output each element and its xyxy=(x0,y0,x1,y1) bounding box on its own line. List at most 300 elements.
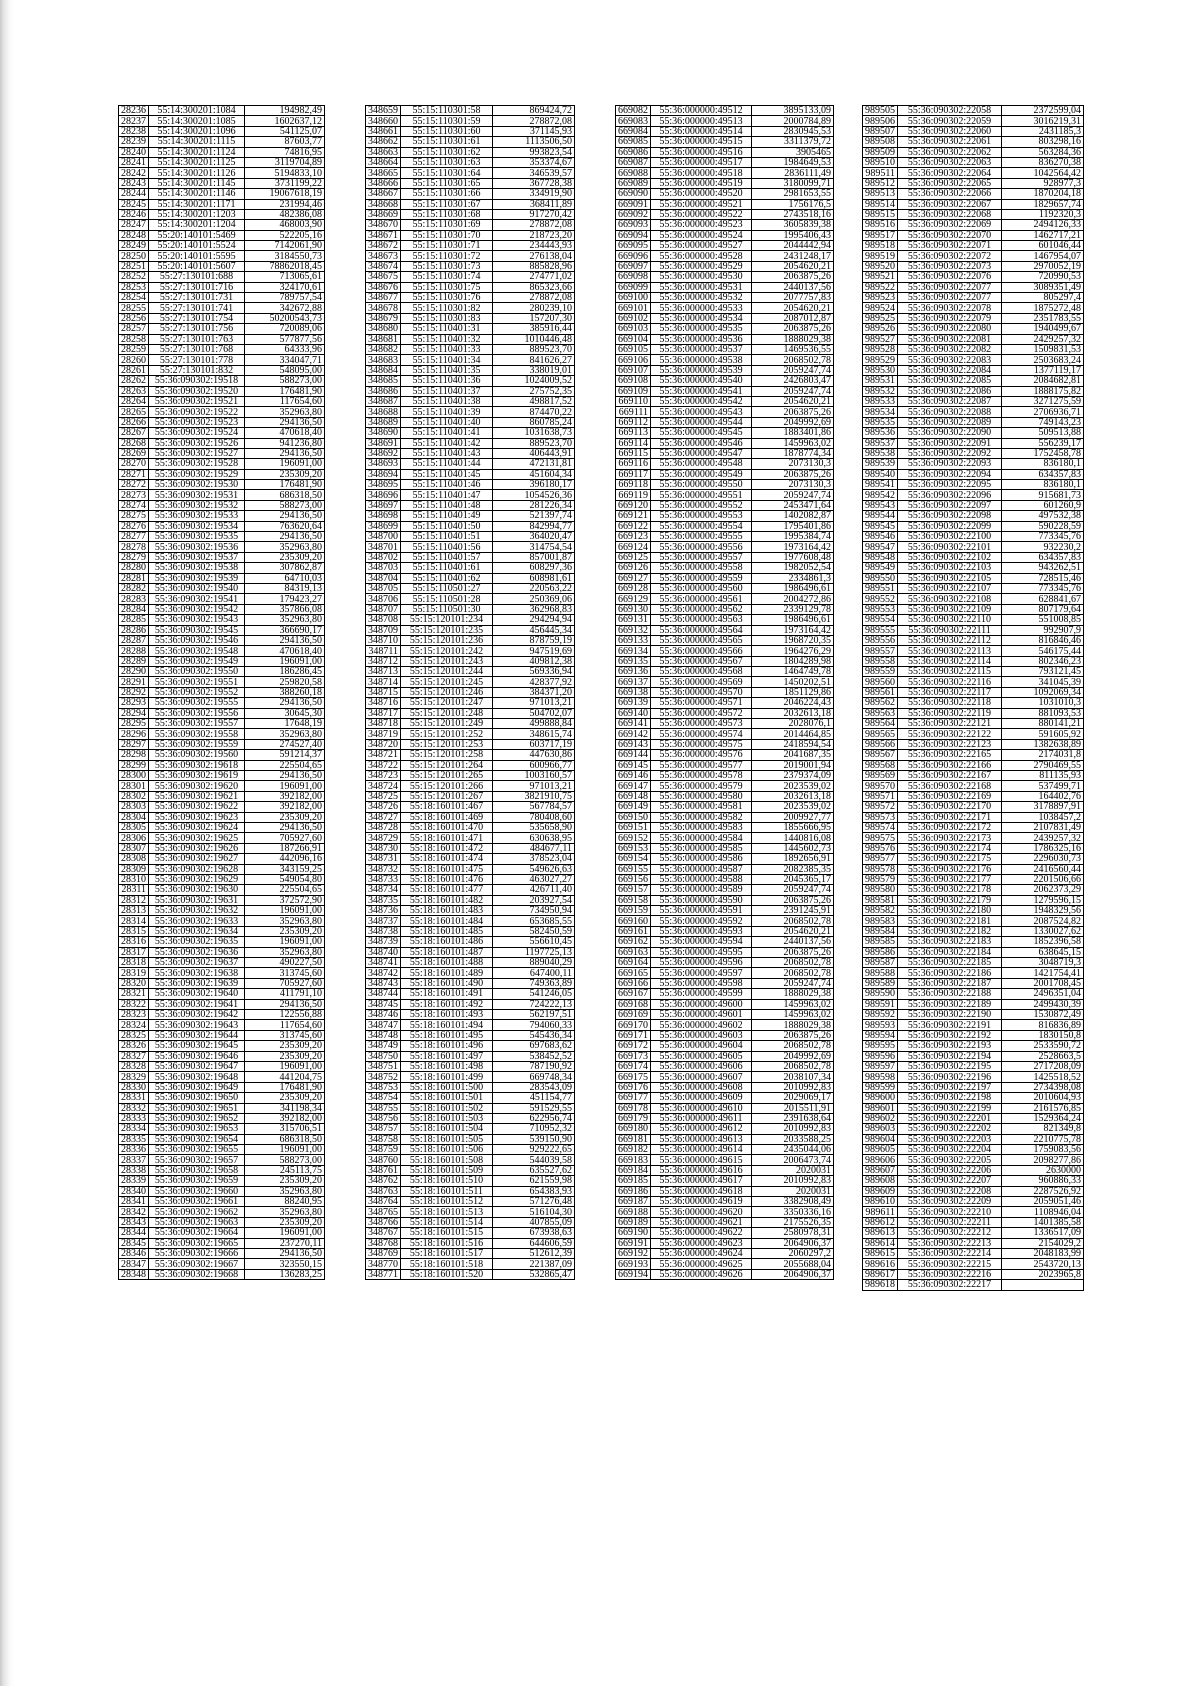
row-number: 669100 xyxy=(616,293,651,303)
row-number: 989574 xyxy=(863,822,898,832)
cadastral-value: 522205,16 xyxy=(245,230,325,240)
row-number: 669119 xyxy=(616,490,651,500)
cadastral-value: 1108946,04 xyxy=(1002,1207,1084,1217)
table-row xyxy=(119,937,325,947)
table-row xyxy=(366,968,575,978)
cadastral-value: 2046224,43 xyxy=(752,698,834,708)
cadastral-value: 805297,4 xyxy=(1002,293,1084,303)
table-row xyxy=(863,1009,1084,1019)
cadastral-value: 2391245,91 xyxy=(752,906,834,916)
cadastral-number: 55:36:090302:19558 xyxy=(149,729,245,739)
cadastral-value: 562197,51 xyxy=(493,1009,575,1019)
table-row xyxy=(863,428,1084,438)
table-row xyxy=(366,594,575,604)
row-number: 348676 xyxy=(366,282,401,292)
row-number: 348713 xyxy=(366,667,401,677)
table-row xyxy=(863,500,1084,510)
cadastral-number: 55:15:110301:72 xyxy=(401,251,493,261)
row-number: 989592 xyxy=(863,1009,898,1019)
table-row xyxy=(119,864,325,874)
cadastral-number: 55:36:090302:22079 xyxy=(898,313,1002,323)
cadastral-value: 601046,44 xyxy=(1002,241,1084,251)
cadastral-number: 55:36:000000:49602 xyxy=(651,1020,752,1030)
row-number: 989618 xyxy=(863,1280,898,1290)
table-row xyxy=(863,490,1084,500)
cadastral-number: 55:36:090302:19659 xyxy=(149,1176,245,1186)
cadastral-value: 426711,40 xyxy=(493,885,575,895)
table-row xyxy=(616,1103,834,1113)
row-number: 989508 xyxy=(863,137,898,147)
cadastral-number: 55:36:000000:49527 xyxy=(651,241,752,251)
table-row xyxy=(616,500,834,510)
cadastral-number: 55:36:000000:49543 xyxy=(651,407,752,417)
table-row xyxy=(616,906,834,916)
cadastral-number: 55:18:160101:488 xyxy=(401,958,493,968)
cadastral-value: 2087524,82 xyxy=(1002,916,1084,926)
cadastral-number: 55:36:090302:22186 xyxy=(898,968,1002,978)
table-row xyxy=(119,999,325,1009)
row-number: 348730 xyxy=(366,843,401,853)
row-number: 989608 xyxy=(863,1176,898,1186)
cadastral-number: 55:36:090302:19622 xyxy=(149,802,245,812)
cadastral-value: 353374,67 xyxy=(493,157,575,167)
row-number: 989554 xyxy=(863,615,898,625)
cadastral-value: 338019,01 xyxy=(493,365,575,375)
cadastral-value: 2038107,34 xyxy=(752,1072,834,1082)
cadastral-number: 55:36:090302:22095 xyxy=(898,480,1002,490)
cadastral-value: 2068502,78 xyxy=(752,355,834,365)
row-number: 669107 xyxy=(616,365,651,375)
table-row xyxy=(119,729,325,739)
row-number: 348757 xyxy=(366,1124,401,1134)
cadastral-number: 55:36:090302:19640 xyxy=(149,989,245,999)
row-number: 28255 xyxy=(119,303,149,313)
row-number: 989614 xyxy=(863,1238,898,1248)
row-number: 989610 xyxy=(863,1197,898,1207)
table-row xyxy=(366,251,575,261)
cadastral-value: 789757,54 xyxy=(245,293,325,303)
table-row xyxy=(616,282,834,292)
table-row xyxy=(863,1041,1084,1051)
row-number: 28339 xyxy=(119,1176,149,1186)
cadastral-value: 2048183,99 xyxy=(1002,1248,1084,1258)
cadastral-number: 55:15:120101:252 xyxy=(401,729,493,739)
row-number: 28283 xyxy=(119,594,149,604)
row-number: 669179 xyxy=(616,1113,651,1123)
row-number: 28308 xyxy=(119,854,149,864)
cadastral-number: 55:36:090302:22077 xyxy=(898,293,1002,303)
row-number: 989597 xyxy=(863,1061,898,1071)
row-number: 989580 xyxy=(863,885,898,895)
table-row xyxy=(616,573,834,583)
cadastral-value: 521397,74 xyxy=(493,511,575,521)
cadastral-number: 55:36:000000:49600 xyxy=(651,999,752,1009)
table-row xyxy=(366,168,575,178)
cadastral-number: 55:36:000000:49521 xyxy=(651,199,752,209)
table-row xyxy=(863,739,1084,749)
cadastral-number: 55:18:160101:474 xyxy=(401,854,493,864)
cadastral-number: 55:15:110401:40 xyxy=(401,417,493,427)
cadastral-value: 932230,2 xyxy=(1002,542,1084,552)
cadastral-number: 55:15:110401:44 xyxy=(401,459,493,469)
table-row xyxy=(863,168,1084,178)
table-row xyxy=(863,365,1084,375)
row-number: 348740 xyxy=(366,947,401,957)
row-number: 28276 xyxy=(119,521,149,531)
table-row xyxy=(119,428,325,438)
cadastral-number: 55:15:110301:68 xyxy=(401,209,493,219)
table-row xyxy=(366,874,575,884)
cadastral-value: 544039,58 xyxy=(493,1155,575,1165)
cadastral-number: 55:36:090302:19649 xyxy=(149,1082,245,1092)
row-number: 669124 xyxy=(616,542,651,552)
cadastral-number: 55:36:090302:22090 xyxy=(898,428,1002,438)
cadastral-value: 993823,54 xyxy=(493,147,575,157)
cadastral-value: 392182,00 xyxy=(245,791,325,801)
table-row xyxy=(616,646,834,656)
cadastral-value: 2339129,78 xyxy=(752,604,834,614)
row-number: 989509 xyxy=(863,147,898,157)
row-number: 348661 xyxy=(366,126,401,136)
cadastral-number: 55:36:000000:49522 xyxy=(651,209,752,219)
table-row xyxy=(863,864,1084,874)
table-row xyxy=(616,833,834,843)
row-number: 28258 xyxy=(119,334,149,344)
row-number: 348770 xyxy=(366,1259,401,1269)
cadastral-number: 55:36:000000:49546 xyxy=(651,438,752,448)
cadastral-number: 55:36:090302:22169 xyxy=(898,791,1002,801)
cadastral-value: 509513,88 xyxy=(1002,428,1084,438)
table-row xyxy=(616,386,834,396)
table-row xyxy=(119,926,325,936)
cadastral-value: 1888029,38 xyxy=(752,1020,834,1030)
cadastral-number: 55:36:090302:22111 xyxy=(898,625,1002,635)
cadastral-number: 55:36:090302:22182 xyxy=(898,926,1002,936)
table-row xyxy=(366,220,575,230)
row-number: 669088 xyxy=(616,168,651,178)
cadastral-value: 2717208,09 xyxy=(1002,1061,1084,1071)
cadastral-number: 55:36:090302:19518 xyxy=(149,376,245,386)
cadastral-value: 1995384,74 xyxy=(752,532,834,542)
table-row xyxy=(863,1061,1084,1071)
cadastral-value: 5194833,10 xyxy=(245,168,325,178)
cadastral-number: 55:36:090302:22087 xyxy=(898,396,1002,406)
cadastral-number: 55:36:090302:22091 xyxy=(898,438,1002,448)
table-row xyxy=(119,241,325,251)
registry-table-body xyxy=(863,106,1084,1291)
cadastral-value: 724222,13 xyxy=(493,999,575,1009)
row-number: 989568 xyxy=(863,760,898,770)
cadastral-value: 2063875,26 xyxy=(752,469,834,479)
table-row xyxy=(616,1186,834,1196)
row-number: 28336 xyxy=(119,1145,149,1155)
cadastral-number: 55:36:000000:49603 xyxy=(651,1030,752,1040)
cadastral-value: 2009927,77 xyxy=(752,812,834,822)
cadastral-value: 482386,08 xyxy=(245,209,325,219)
cadastral-value: 3311379,72 xyxy=(752,137,834,147)
cadastral-number: 55:20:140101:5595 xyxy=(149,251,245,261)
cadastral-number: 55:36:090302:22183 xyxy=(898,937,1002,947)
cadastral-value: 497532,38 xyxy=(1002,511,1084,521)
cadastral-value: 2073130,3 xyxy=(752,480,834,490)
cadastral-value: 802346,23 xyxy=(1002,656,1084,666)
table-row xyxy=(863,189,1084,199)
table-row xyxy=(119,220,325,230)
table-row xyxy=(119,147,325,157)
table-row xyxy=(616,583,834,593)
cadastral-value: 499888,84 xyxy=(493,719,575,729)
table-row xyxy=(863,802,1084,812)
table-row xyxy=(366,303,575,313)
cadastral-value: 221387,09 xyxy=(493,1259,575,1269)
table-row xyxy=(366,1093,575,1103)
row-number: 989553 xyxy=(863,604,898,614)
row-number: 348738 xyxy=(366,926,401,936)
cadastral-number: 55:36:000000:49597 xyxy=(651,968,752,978)
row-number: 669149 xyxy=(616,802,651,812)
cadastral-value: 3089351,49 xyxy=(1002,282,1084,292)
row-number: 669134 xyxy=(616,646,651,656)
row-number: 669093 xyxy=(616,220,651,230)
table-row xyxy=(366,157,575,167)
cadastral-value: 441204,75 xyxy=(245,1072,325,1082)
row-number: 989525 xyxy=(863,313,898,323)
table-row xyxy=(366,1155,575,1165)
row-number: 348721 xyxy=(366,750,401,760)
cadastral-number: 55:36:090302:22100 xyxy=(898,532,1002,542)
table-row xyxy=(119,625,325,635)
table-row xyxy=(863,209,1084,219)
table-row xyxy=(616,147,834,157)
row-number: 348665 xyxy=(366,168,401,178)
table-row xyxy=(366,1020,575,1030)
cadastral-number: 55:36:090302:22209 xyxy=(898,1197,1002,1207)
table-row xyxy=(119,906,325,916)
row-number: 28338 xyxy=(119,1165,149,1175)
row-number: 669094 xyxy=(616,230,651,240)
cadastral-value: 1464749,78 xyxy=(752,667,834,677)
cadastral-number: 55:36:090302:22059 xyxy=(898,116,1002,126)
cadastral-number: 55:36:090302:19667 xyxy=(149,1259,245,1269)
row-number: 348704 xyxy=(366,573,401,583)
row-number: 989507 xyxy=(863,126,898,136)
cadastral-number: 55:36:090302:19527 xyxy=(149,448,245,458)
cadastral-value: 960886,33 xyxy=(1002,1176,1084,1186)
cadastral-value: 2032613,18 xyxy=(752,708,834,718)
table-row xyxy=(119,947,325,957)
cadastral-value: 2029069,17 xyxy=(752,1093,834,1103)
cadastral-value: 2287526,92 xyxy=(1002,1186,1084,1196)
row-number: 348691 xyxy=(366,438,401,448)
cadastral-value: 470618,40 xyxy=(245,646,325,656)
cadastral-number: 55:36:000000:49551 xyxy=(651,490,752,500)
table-row xyxy=(366,729,575,739)
cadastral-number: 55:36:090302:19623 xyxy=(149,812,245,822)
cadastral-number: 55:36:000000:49608 xyxy=(651,1082,752,1092)
row-number: 28287 xyxy=(119,635,149,645)
cadastral-number: 55:36:090302:22118 xyxy=(898,698,1002,708)
table-row xyxy=(119,698,325,708)
cadastral-value: 816846,46 xyxy=(1002,635,1084,645)
table-row xyxy=(119,739,325,749)
row-number: 348698 xyxy=(366,511,401,521)
table-row xyxy=(616,698,834,708)
cadastral-number: 55:36:090302:22077 xyxy=(898,282,1002,292)
row-number: 669085 xyxy=(616,137,651,147)
cadastral-value: 549626,63 xyxy=(493,864,575,874)
table-row xyxy=(616,448,834,458)
cadastral-value: 2084682,81 xyxy=(1002,376,1084,386)
table-row xyxy=(863,656,1084,666)
table-row xyxy=(366,282,575,292)
table-row xyxy=(616,1259,834,1269)
table-row xyxy=(366,999,575,1009)
cadastral-number: 55:36:090302:22198 xyxy=(898,1093,1002,1103)
table-row xyxy=(119,635,325,645)
row-number: 28244 xyxy=(119,189,149,199)
cadastral-value: 1977608,48 xyxy=(752,552,834,562)
cadastral-value: 196091,00 xyxy=(245,1145,325,1155)
table-row xyxy=(863,604,1084,614)
row-number: 348720 xyxy=(366,739,401,749)
table-row xyxy=(863,677,1084,687)
table-row xyxy=(863,355,1084,365)
row-number: 348760 xyxy=(366,1155,401,1165)
cadastral-number: 55:18:160101:518 xyxy=(401,1259,493,1269)
cadastral-number: 55:36:000000:49601 xyxy=(651,1009,752,1019)
cadastral-number: 55:36:090302:19555 xyxy=(149,698,245,708)
row-number: 348660 xyxy=(366,116,401,126)
row-number: 348707 xyxy=(366,604,401,614)
cadastral-number: 55:36:090302:22069 xyxy=(898,220,1002,230)
cadastral-value: 860785,24 xyxy=(493,417,575,427)
cadastral-number: 55:18:160101:483 xyxy=(401,906,493,916)
cadastral-value: 1940499,67 xyxy=(1002,324,1084,334)
table-row xyxy=(863,906,1084,916)
table-row xyxy=(616,532,834,542)
cadastral-number: 55:36:090302:19636 xyxy=(149,947,245,957)
table-row xyxy=(119,552,325,562)
table-row xyxy=(863,552,1084,562)
row-number: 989510 xyxy=(863,157,898,167)
cadastral-number: 55:15:110401:41 xyxy=(401,428,493,438)
cadastral-value: 551008,85 xyxy=(1002,615,1084,625)
table-row xyxy=(863,583,1084,593)
row-number: 669111 xyxy=(616,407,651,417)
row-number: 348752 xyxy=(366,1072,401,1082)
cadastral-value: 7142061,90 xyxy=(245,241,325,251)
row-number: 669169 xyxy=(616,1009,651,1019)
table-row xyxy=(119,1145,325,1155)
table-row xyxy=(119,324,325,334)
cadastral-number: 55:15:110401:34 xyxy=(401,355,493,365)
cadastral-number: 55:36:090302:19653 xyxy=(149,1124,245,1134)
table-row xyxy=(616,116,834,126)
cadastral-value: 294136,50 xyxy=(245,511,325,521)
cadastral-number: 55:36:090302:19650 xyxy=(149,1093,245,1103)
cadastral-value: 84319,13 xyxy=(245,583,325,593)
cadastral-number: 55:36:000000:49520 xyxy=(651,189,752,199)
cadastral-number: 55:27:130101:688 xyxy=(149,272,245,282)
cadastral-value: 324170,61 xyxy=(245,282,325,292)
cadastral-number: 55:36:000000:49556 xyxy=(651,542,752,552)
cadastral-value: 3184550,73 xyxy=(245,251,325,261)
table-row xyxy=(119,989,325,999)
table-row xyxy=(863,625,1084,635)
row-number: 669168 xyxy=(616,999,651,1009)
cadastral-value: 600966,77 xyxy=(493,760,575,770)
cadastral-number: 55:36:090302:22176 xyxy=(898,864,1002,874)
cadastral-number: 55:36:090302:22210 xyxy=(898,1207,1002,1217)
cadastral-number: 55:36:000000:49534 xyxy=(651,313,752,323)
cadastral-value: 235309,20 xyxy=(245,812,325,822)
cadastral-number: 55:18:160101:512 xyxy=(401,1197,493,1207)
table-row xyxy=(366,376,575,386)
row-number: 669151 xyxy=(616,822,651,832)
row-number: 669136 xyxy=(616,667,651,677)
row-number: 669147 xyxy=(616,781,651,791)
cadastral-value: 447630,86 xyxy=(493,750,575,760)
cadastral-value: 278872,08 xyxy=(493,220,575,230)
table-row xyxy=(119,604,325,614)
row-number: 669127 xyxy=(616,573,651,583)
table-row xyxy=(863,324,1084,334)
table-row xyxy=(616,989,834,999)
cadastral-value: 787190,92 xyxy=(493,1061,575,1071)
table-row xyxy=(366,563,575,573)
cadastral-number: 55:15:110401:42 xyxy=(401,438,493,448)
row-number: 989604 xyxy=(863,1134,898,1144)
cadastral-value: 428377,92 xyxy=(493,677,575,687)
table-row xyxy=(119,791,325,801)
cadastral-value: 1031638,73 xyxy=(493,428,575,438)
cadastral-number: 55:36:090302:19625 xyxy=(149,833,245,843)
cadastral-value: 545436,34 xyxy=(493,1030,575,1040)
cadastral-value: 1382638,89 xyxy=(1002,739,1084,749)
table-row xyxy=(863,1176,1084,1186)
cadastral-value: 794060,33 xyxy=(493,1020,575,1030)
row-number: 669158 xyxy=(616,895,651,905)
cadastral-number: 55:36:000000:49564 xyxy=(651,625,752,635)
row-number: 989607 xyxy=(863,1165,898,1175)
row-number: 28236 xyxy=(119,106,149,116)
row-number: 989517 xyxy=(863,230,898,240)
table-row xyxy=(366,417,575,427)
cadastral-value: 3271275,59 xyxy=(1002,396,1084,406)
row-number: 989558 xyxy=(863,656,898,666)
cadastral-number: 55:15:110401:33 xyxy=(401,344,493,354)
cadastral-number: 55:36:090302:19630 xyxy=(149,885,245,895)
row-number: 989551 xyxy=(863,583,898,593)
table-row xyxy=(366,365,575,375)
cadastral-number: 55:36:000000:49586 xyxy=(651,854,752,864)
cadastral-number: 55:36:090302:19634 xyxy=(149,926,245,936)
row-number: 989571 xyxy=(863,791,898,801)
cadastral-number: 55:15:120101:246 xyxy=(401,687,493,697)
table-row xyxy=(366,438,575,448)
table-row xyxy=(616,261,834,271)
cadastral-value: 816836,89 xyxy=(1002,1020,1084,1030)
cadastral-number: 55:36:090302:19647 xyxy=(149,1061,245,1071)
row-number: 28274 xyxy=(119,500,149,510)
table-row xyxy=(863,1280,1084,1290)
cadastral-number: 55:36:000000:49567 xyxy=(651,656,752,666)
row-number: 669132 xyxy=(616,625,651,635)
cadastral-value: 1878774,34 xyxy=(752,448,834,458)
row-number: 348729 xyxy=(366,833,401,843)
cadastral-number: 55:36:000000:49614 xyxy=(651,1145,752,1155)
table-row xyxy=(366,344,575,354)
